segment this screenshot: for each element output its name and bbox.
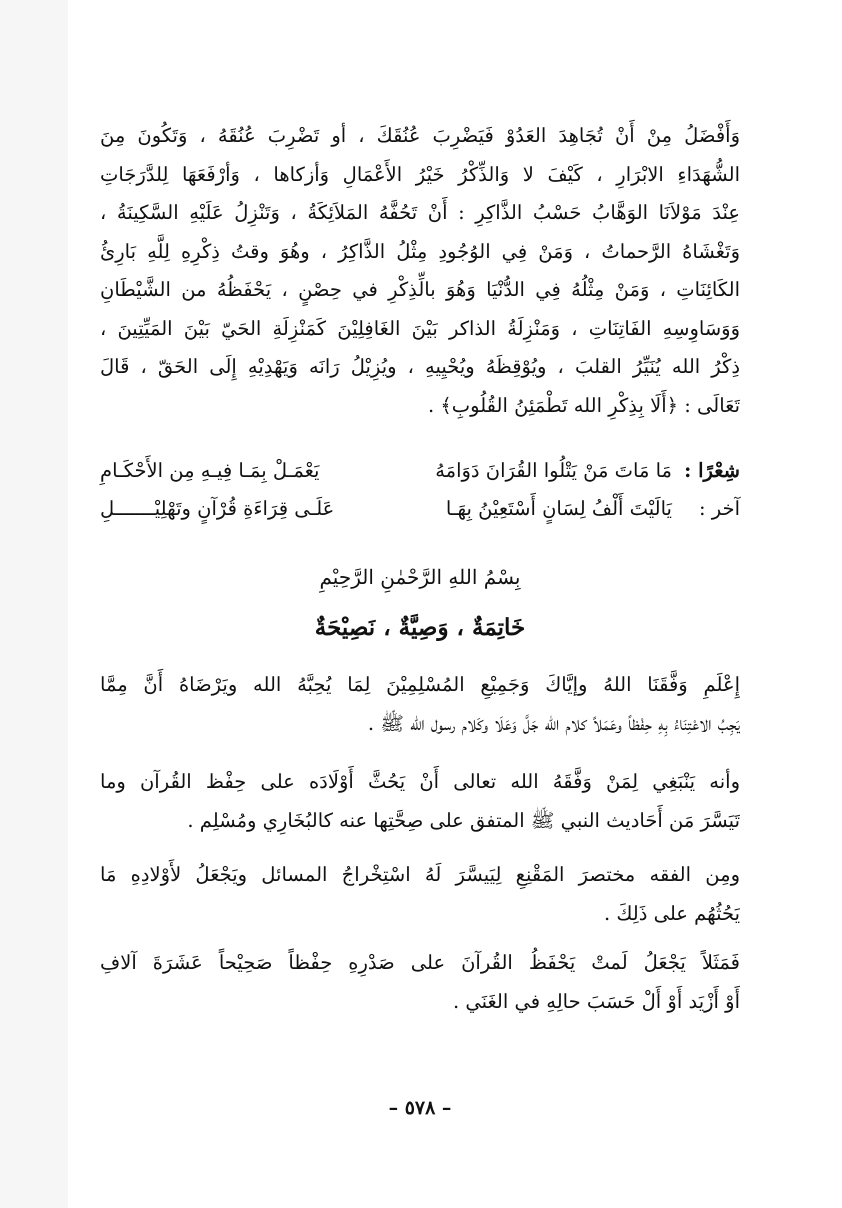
poem-line-2 — [100, 490, 740, 528]
paragraph — [100, 944, 740, 1021]
text-line: ذِكْرُ الله يُنَيِّرُ القلبَ ، ويُوْقِظَهُ ويُحْيِيهِ ، ويُزِيْلُ رَانَه وَيَهْدِيْهِ إِلَى الحَقّ ، قَالَ — [100, 355, 740, 378]
poem-label: شِعْرًا : — [684, 459, 740, 482]
text-line: الكَائِنَاتِ ، وَمَنْ مِثْلُهُ فِي الدُّنْيَا وَهُوَ بالِّذِكْرِ في حِصْنٍ ، يَحْفَظُهُ من الشَّيْطَانِ — [100, 278, 740, 301]
paragraph — [100, 856, 740, 933]
text-line: تَيَسَّرَ مَن أَحَاديث النبي ﷺ المتفق على صِحَّتِها عنه كالبُخَارِي ومُسْلِم . — [187, 808, 740, 832]
text-line: يَحُثُهُم على ذَلِكَ . — [603, 901, 740, 925]
top-paragraph — [100, 117, 740, 425]
text-line: فَمَثَلاً يَجْعَلُ لَمتْ يَحْفَظُ القُرآنَ على صَدْرِهِ حِفْظاً صَحِيْحاً عَشَرَةَ آلافِ — [100, 951, 740, 974]
poem-hemistich: يَالَيْتَ أَلْفُ لِسَانٍ أَسْتَعِيْنُ بِهَـا — [445, 497, 672, 520]
text-line: عِنْدَ مَوْلاَنَا الوَهَّابُ حَسْبُ الذَّاكِرِ : أَنْ تَحُفَّهُ المَلاَئِكَةُ ، وَتَنْزِلُ عَلَيْهِ السَّكِينَةُ ، — [100, 201, 740, 224]
poem-line-1 — [100, 452, 740, 490]
poem-hemistich: مَا مَاتَ مَنْ يَتْلُوا القُرَانَ دَوَامَهُ — [435, 459, 672, 482]
text-line: وَتَغْشَاهُ الرَّحماتُ ، وَمَنْ فِي الوُجُودِ مِثْلُ الذَّاكِرُ ، وهُوَ وقتُ ذِكْرِهِ لِلَّهِ بَارِئُ — [100, 239, 740, 263]
text-line: تَعَالَى : ﴿أَلَا بِذِكْرِ الله تَطْمَئِنُ القُلُوبِ﴾ . — [427, 393, 740, 417]
text-line: ومِن الفقه مختصرَ المَقْنِعِ لِيَيسَّرَ لَهُ اسْتِخْراجُ المسائل ويَجْعَلُ لأَوْلادِهِ مَا — [100, 863, 740, 886]
section-heading: خَاتِمَةٌ ، وَصِيَّةٌ ، نَصِيْحَةٌ — [314, 614, 526, 641]
text-line: إِعْلَمِ وَفَّقَنَا اللهُ وإيَّاكَ وَجَمِيْعِ المُسْلِمِيْنَ لِمَا يُحِبَّهُ الله ويَرْضَاهُ أَنَّ مِمَّا — [100, 673, 740, 696]
poem-hemistich: عَلَـى قِرَاءَةِ قُرْآنٍ وتَهْلِيْـــــــلِ — [100, 497, 335, 520]
text-line: يَجِبُ الاعْتِنَاءُ بِهِ حِفْظاً وعَمَلاً كلام الله جَلَّ وَعَلَا وكَلام رسول الله ﷺ . — [367, 711, 740, 735]
poem-label: آخر : — [699, 497, 740, 520]
page-number: – ٥٧٨ – — [388, 1097, 452, 1119]
paragraph — [100, 666, 740, 743]
poem-hemistich: يَعْمَـلْ بِمَـا فِيـهِ مِن الأَحْكَـامِ — [100, 459, 320, 482]
paragraph — [100, 763, 740, 840]
text-line: وَأَفْضَلُ مِنْ أَنْ تُجَاهِدَ العَدُوْ فَيَضْرِبَ عُنُقَكَ ، أو تَضْرِبَ عُنُقَهُ ، وَتَكُونَ مِنَ — [100, 124, 740, 147]
text-line: أَوْ أَزْيَد أَوْ أَلْ حَسَبَ حالِهِ في الغَنَي . — [452, 989, 740, 1013]
text-line: وَوَسَاوِسِهِ الفَاتِنَاتِ ، وَمَنْزِلَةُ الذاكر بَيْنَ الغَافِلِيْنَ كَمَنْزِلَةِ الحَيّ بَيْنَ المَيِّتِينَ ، — [100, 316, 740, 340]
text-line: الشُّهَدَاءِ الابْرَارِ ، كَيْفَ لا وَالذِّكْرُ خَيْرُ الأَعْمَالِ وَأزكاها ، وَأرْفَعَهَا لِلدَّرَجَاتِ — [100, 162, 740, 186]
scan-margin — [0, 0, 68, 1208]
basmala: بِسْمُ اللهِ الرَّحْمٰنِ الرَّحِيْمِ — [319, 565, 521, 589]
text-line: وأنه يَنْبَغِي لِمَنْ وَفَّقَهُ الله تعالى أَنْ يَحُثَّ أَوْلَادَه على حِفْظ القُرآن وما — [100, 770, 740, 793]
